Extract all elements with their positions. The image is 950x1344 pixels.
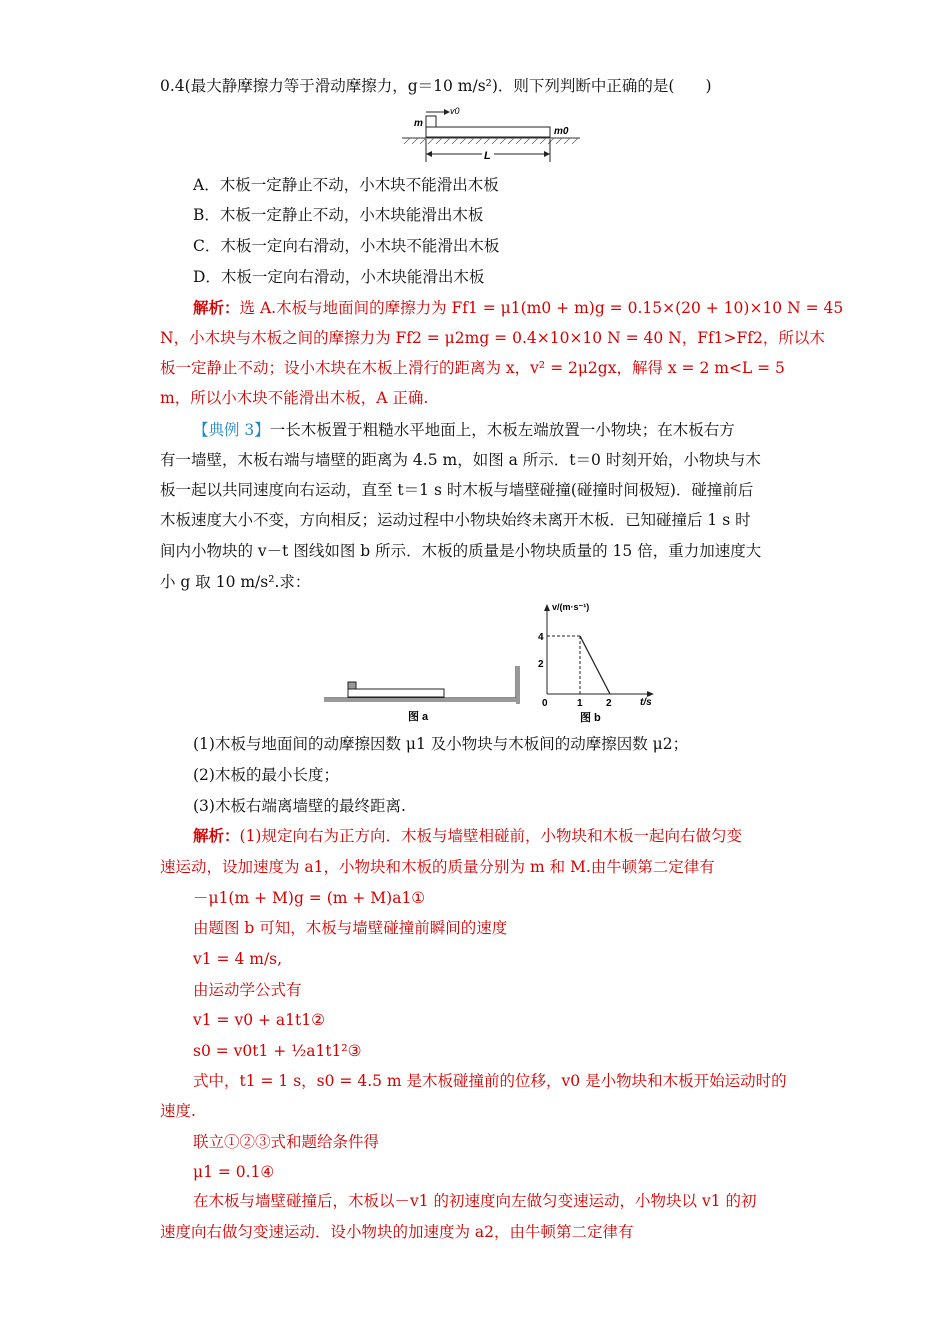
option-d: D．木板一定向右滑动，小木块能滑出木板 — [193, 268, 485, 286]
block-a — [348, 682, 356, 689]
analysis2-line-1: 解析：(1)规定向右为正方向．木板与墙壁相碰前，小物块和木板一起向右做匀变 — [193, 826, 742, 845]
vt-ylabel: v/(m·s⁻¹) — [552, 602, 590, 612]
analysis1-label: 解析： — [193, 298, 240, 317]
question-1: (1)木板与地面间的动摩擦因数 μ1 及小物块与木板间的动摩擦因数 μ2； — [193, 735, 689, 753]
board-block-figure — [400, 104, 590, 166]
xtick-1: 1 — [577, 698, 583, 709]
analysis2-line-11: 联立①②③式和题给条件得 — [193, 1133, 380, 1151]
example3-line-6: 小 g 取 10 m/s².求： — [160, 573, 311, 591]
example3-line-4: 木板速度大小不变，方向相反；运动过程中小物块始终未离开木板．已知碰撞后 1 s 时 — [160, 511, 751, 529]
analysis2-line-12: μ1 = 0.1④ — [193, 1163, 275, 1181]
xtick-0: 0 — [542, 698, 548, 709]
m0-label: m0 — [554, 126, 569, 137]
analysis2-line-4: 由题图 b 可知，木板与墙壁碰撞前瞬间的速度 — [193, 919, 508, 937]
board-a — [348, 689, 444, 697]
v0-label: v0 — [450, 106, 460, 116]
analysis2-line-3: －μ1(m + M)g = (m + M)a1① — [193, 889, 426, 907]
analysis2-line-10: 速度. — [160, 1102, 196, 1120]
analysis2-line-5: v1 = 4 m/s, — [193, 950, 283, 968]
small-block — [426, 116, 436, 127]
analysis2-line-2: 速运动，设加速度为 a1，小物块和木板的质量分别为 m 和 M.由牛顿第二定律有 — [160, 858, 715, 876]
example3-tag: 【典例 3】 — [193, 421, 270, 439]
example3-line-1: 【典例 3】一长木板置于粗糙水平地面上，木板左端放置一小物块；在木板右方 — [193, 421, 735, 439]
figure-a-caption: 图 a — [408, 711, 429, 723]
L-label: L — [484, 150, 491, 162]
option-c: C．木板一定向右滑动，小木块不能滑出木板 — [193, 237, 500, 255]
example3-line-5: 间内小物块的 v－t 图线如图 b 所示．木板的质量是小物块质量的 15 倍，重力加速度大 — [160, 542, 762, 560]
analysis1-line-1: 解析：选 A.木板与地面间的摩擦力为 Ff1 = μ1(m0 + m)g = 0.15×(20 + 10)×10 N = 45 — [193, 298, 844, 317]
analysis2-label: 解析： — [193, 826, 240, 845]
figure-a — [320, 660, 530, 726]
m-label: m — [414, 118, 423, 129]
question-2: (2)木板的最小长度； — [193, 766, 339, 784]
question-intro: 0.4(最大静摩擦力等于滑动摩擦力，g＝10 m/s²)．则下列判断中正确的是( ) — [160, 77, 712, 95]
analysis2-line-14: 速度向右做匀变速运动．设小物块的加速度为 a2，由牛顿第二定律有 — [160, 1223, 634, 1241]
figure-b-caption: 图 b — [580, 712, 601, 724]
option-b: B．木板一定静止不动，小木块能滑出木板 — [193, 206, 484, 224]
board — [426, 127, 550, 137]
ground-hatch — [402, 138, 580, 144]
xtick-2: 2 — [606, 698, 612, 709]
analysis1-line-4: m，所以小木块不能滑出木板，A 正确. — [160, 389, 429, 407]
analysis2-line-9: 式中，t1 = 1 s，s0 = 4.5 m 是木板碰撞前的位移，v0 是小物块和木板开始运动时的 — [193, 1072, 787, 1090]
option-a: A．木板一定静止不动，小木块不能滑出木板 — [193, 176, 499, 194]
analysis2-line-7: v1 = v0 + a1t1② — [193, 1011, 326, 1029]
analysis1-line-2: N，小木块与木板之间的摩擦力为 Ff2 = μ2mg = 0.4×10×10 N = 40 N，Ff1>Ff2，所以木 — [160, 329, 825, 347]
ytick-2: 2 — [538, 659, 544, 670]
example3-line-3: 板一起以共同速度向右运动，直至 t＝1 s 时木板与墙壁碰撞(碰撞时间极短)．碰撞前后 — [160, 481, 754, 499]
vt-line — [580, 636, 610, 694]
analysis2-line-13: 在木板与墙壁碰撞后，木板以－v1 的初速度向左做匀变速运动，小物块以 v1 的初 — [193, 1192, 757, 1210]
example3-line-2: 有一墙壁，木板右端与墙壁的距离为 4.5 m，如图 a 所示．t＝0 时刻开始，小物块与木 — [160, 451, 761, 469]
figure-b-vt-graph — [530, 600, 665, 726]
question-3: (3)木板右端离墙壁的最终距离. — [193, 797, 406, 815]
analysis2-line-6: 由运动学公式有 — [193, 981, 302, 999]
ytick-4: 4 — [538, 632, 544, 643]
vt-xlabel: t/s — [640, 697, 652, 708]
analysis1-line-3: 板一定静止不动；设小木块在木板上滑行的距离为 x，v² = 2μ2gx，解得 x = 2 m<L = 5 — [160, 359, 785, 377]
analysis2-line-8: s0 = v0t1 + ½a1t1²③ — [193, 1042, 362, 1060]
